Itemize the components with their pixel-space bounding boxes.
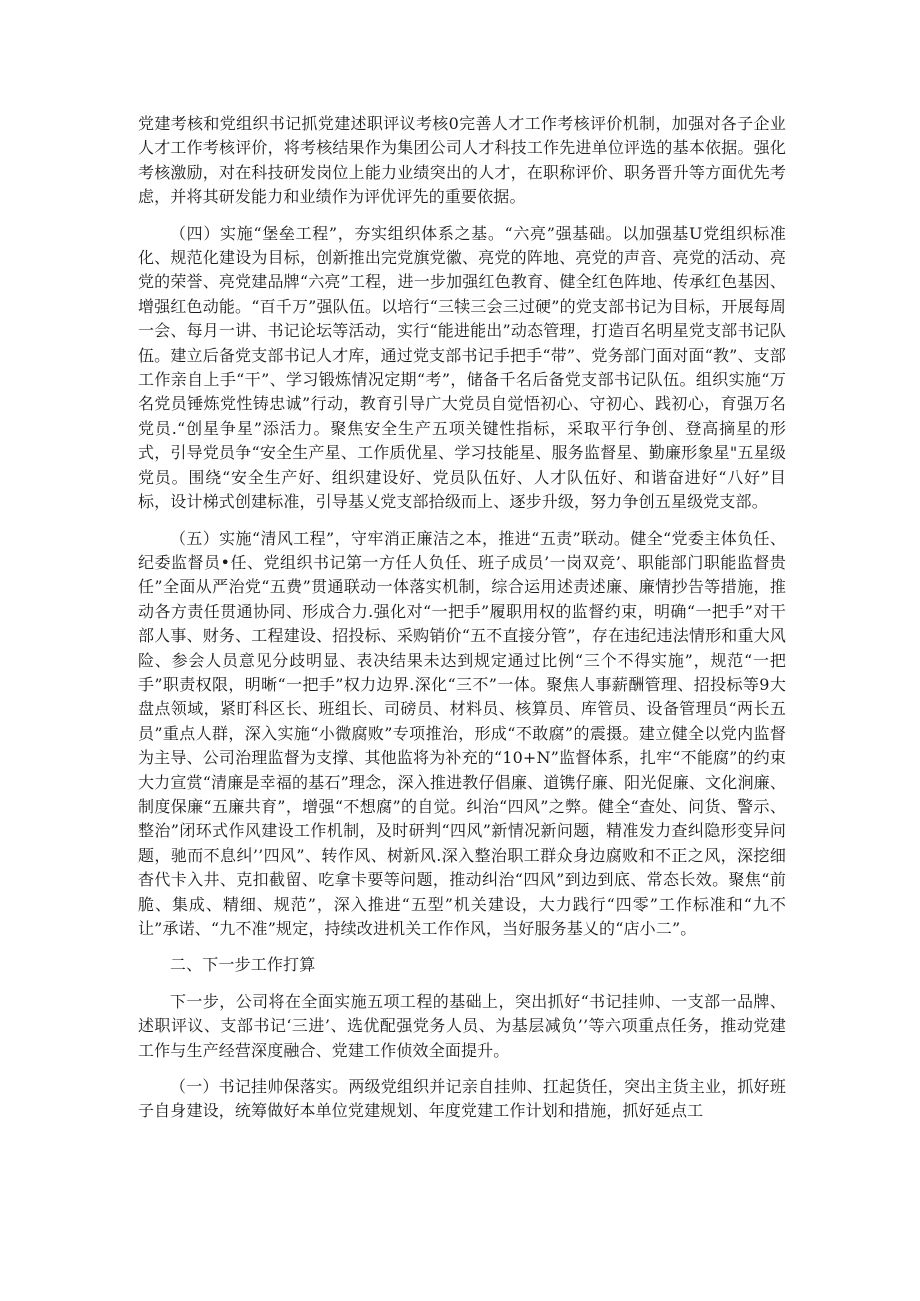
paragraph-fortress-project: （四）实施“堡垒工程”，夯实组织体系之基。“六亮”强基础。以加强基U党组织标准化、规范化建设为目标，创新推出完党旗党徽、亮党的阵地、亮党的声音、亮党的活动、亮党的荣誉、亮党建品牌“六亮”工程，进一步加强红色教育、健全红色阵地、传承红色基因、增强红色动能。“百千万”强队伍。以培行“三犊三会三过硬”的党支部书记为目标，开展每周一会、每月一讲、书记论坛等活动，实行“能进能出”动态管理，打造百名明星党支部书记队伍。建立后备党支部书记人才库，通过党支部书记手把手“带”、党务部门面对面“教”、支部工作亲自上手“干”、学习锻炼情况定期“考”，储备千名后备党支部书记队伍。组织实施“万名党员锤炼党性铸忠诚”行动，教育引导广大党员自觉悟初心、守初心、践初心，育强万名党员.“创星争星”添活力。聚焦安全生产五项关键性指标，采取平行争创、登高摘星的形式，引导党员争“安全生产星、工作质优星、学习技能星、服务监督星、勤廉形象星"五星级党员。围绕“安全生产好、组织建设好、党员队伍好、人才队伍好、和谐奋进好“八好”目标，设计梯式创建标准，引导基乂党支部拾级而上、逐步升级，努力争创五星级党支部。: [138, 223, 786, 512]
paragraph-clean-wind-project: （五）实施“清风工程”，守牢消正廉洁之本，推进“五责”联动。健全“党委主体负任、纪委监督员•任、党组织书记第一方任人负任、班子成员’一岗双竞’、职能部门职能监督贵任”全面从严治党“五费”贯通联动一体落实机制，综合运用述责述廉、廉情抄告等措施，推动各方责任贯通协同、形成合力.强化对“一把手”履职用权的监督约束，明确“一把手”对干部人事、财务、工程建设、招投标、采购销价“五不直接分管”，存在违纪违法情形和重大风险、参会人员意见分歧明显、表决结果未达到规定通过比例“三个不得实施”，规范“一把手”职责权限，明晰“一把手”权力边界.深化“三不”一体。聚焦人事薪酬管理、招投标等9大盘点领域，紧盯科区长、班组长、司磅员、材料员、核算员、库管员、设备管理员“两长五员”重点人群，深入实施“小微腐败”专项推治，形成“不敢腐”的震摄。建立健全以党内监督为主导、公司治理监督为支撑、其他监将为补充的“10+N”监督体系，扎牢“不能腐”的约束大力宣赏“清廉是幸福的基石”理念，深入推进教仔倡廉、道镌仔廉、阳光促廉、文化涧廉、制度保廉“五廉共育”，增强“不想腐”的自觉。纠治“四风”之弊。健全“查处、问货、警示、整治”闭环式作风建设工作机制，及时研判“四风”新情况新问题，精准发力查纠隐形变异问题，驰而不息纠’’四风”、转作风、树新风.深入整治职工群众身边腐败和不正之风，深挖细杳代卡入井、克扣截留、吃拿卡要等问题，推动纠治“四风”到边到底、常态长效。聚焦“前脆、集成、精细、规范”，深入推进“五型”机关建设，大力践行“四零”工作标准和“九不让”承诺、“九不准”规定，持续改进机关工作作风，当好服务基乂的“店小二”。: [138, 528, 786, 938]
paragraph-next-step-overview: 下一步，公司将在全面实施五项工程的基础上，突出抓好“书记挂帅、一支部一品牌、述职评议、支部书记‘三进’、选优配强党务人员、为基层减负’’等六项重点任务，推动党建工作与生产经营深度融合、党建工作侦效全面提升。: [138, 991, 786, 1060]
section-heading-next-steps: 二、下一步工作打算: [170, 955, 316, 975]
paragraph-secretary-lead: （一）书记挂帅保落实。两级党组织并记亲自挂帅、扛起货任，突出主货主业，抓好班子自身建设，统筹做好本单位党建规划、年度党建工作计划和措施，抓好延点工: [138, 1077, 786, 1121]
document-page: [138, 112, 786, 1136]
paragraph-talent-assessment: 党建考核和党组织书记抓党建述职评议考核0完善人才工作考核评价机制，加强对各子企业人才工作考核评价，将考核结果作为集团公司人才科技工作先进单位评选的基本依据。强化考核激励，对在科技研发岗位上能力业绩突出的人才，在职称评价、职务晋升等方面优先考虑，并将其研发能力和业绩作为评优评先的重要依据。: [138, 114, 786, 207]
